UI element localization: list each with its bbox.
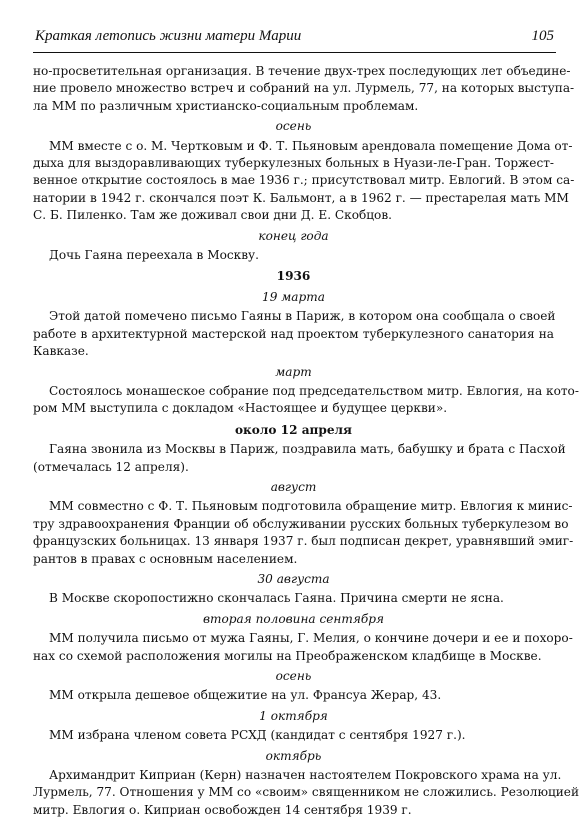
text-line: Этой датой помечено письмо Гаяны в Париж, в котором она сообщала о своей <box>49 309 556 324</box>
entry-date: 1 октября <box>259 708 328 723</box>
text-line: ММ получила письмо от мужа Гаяны, Г. Мелия, о кончине дочери и ее и похоро- <box>49 631 573 646</box>
text-line: рантов в правах с основным населением. <box>33 551 298 566</box>
page-number: 105 <box>531 28 554 44</box>
text-line: ММ избрана членом совета РСХД (кандидат с сентября 1927 г.). <box>49 728 466 743</box>
chronicle-entry <box>33 479 574 568</box>
text-line: ММ совместно с Ф. Т. Пьяновым подготовила обращение митр. Евлогия к минис- <box>49 499 573 514</box>
entry-text <box>33 687 554 704</box>
text-line: С. Б. Пиленко. Там же доживал свои дни Д. Е. Скобцов. <box>33 208 392 223</box>
entry-text <box>33 727 554 744</box>
text-line: В Москве скоропостижно скончалась Гаяна. Причина смерти не ясна. <box>49 591 504 606</box>
text-line: натории в 1942 г. скончался поэт К. Бальмонт, а в 1962 г. — престарелая мать ММ <box>33 190 569 205</box>
chronicle-entry <box>33 668 554 705</box>
entry-text <box>33 247 554 264</box>
text-line: Архимандрит Киприан (Керн) назначен настоятелем Покровского храма на ул. <box>49 768 562 783</box>
chronicle-entry <box>33 708 554 745</box>
text-line: работе в архитектурной мастерской над проектом туберкулезного санатория на <box>33 326 554 341</box>
year-heading: 1936 <box>276 269 311 284</box>
text-line: ММ вместе с о. М. Чертковым и Ф. Т. Пьяновым арендовала помещение Дома от- <box>49 138 573 153</box>
entry-date: конец года <box>258 228 329 243</box>
entry-date: октябрь <box>265 748 322 763</box>
running-header <box>35 28 554 50</box>
running-title: Краткая летопись жизни матери Марии <box>35 28 302 44</box>
entry-text <box>33 630 573 665</box>
chronicle-entry <box>33 268 554 360</box>
entry-date: осень <box>275 119 312 134</box>
text-line: тру здравоохранения Франции об обслуживании русских больных туберкулезом во <box>33 516 569 531</box>
text-line: Гаяна звонила из Москвы в Париж, поздравила мать, бабушку и брата с Пасхой <box>49 442 566 457</box>
chronicle-entry <box>33 611 573 665</box>
entry-text <box>33 383 579 418</box>
chronicle-entry <box>33 422 566 476</box>
chronicle-entry <box>33 364 579 418</box>
text-line: ние провело множество встреч и собраний на ул. Лурмель, 77, на которых выступа- <box>33 81 575 96</box>
text-line: нах со схемой расположения могилы на Преображенском кладбище в Москве. <box>33 648 542 663</box>
chronicle-entry <box>33 63 575 115</box>
entry-date: август <box>270 479 317 494</box>
text-line: французских больницах. 13 января 1937 г. был подписан декрет, уравнявший эмиг- <box>33 534 574 549</box>
text-line: венное открытие состоялось в мае 1936 г.; присутствовал митр. Евлогий. В этом са- <box>33 173 575 188</box>
chronicle-entry <box>33 748 580 819</box>
entry-text <box>33 441 566 476</box>
entry-date-bold: около 12 апреля <box>234 422 352 437</box>
text-line: (отмечалась 12 апреля). <box>33 459 189 474</box>
chronicle-entry <box>33 118 575 224</box>
entry-text <box>33 590 554 607</box>
entry-date: 19 марта <box>262 289 325 304</box>
entry-date: вторая половина сентября <box>203 611 384 626</box>
entry-text <box>33 308 554 360</box>
entry-date: осень <box>275 669 312 683</box>
chronicle-body <box>33 63 580 819</box>
entry-date: март <box>275 364 312 379</box>
text-line: но-просветительная организация. В течение двух-трех последующих лет объедине- <box>33 64 571 78</box>
entry-text <box>33 767 580 819</box>
entry-text <box>33 498 574 568</box>
entry-text <box>33 63 575 115</box>
text-line: дыха для выздоравливающих туберкулезных больных в Нуази-ле-Гран. Торжест- <box>33 156 554 171</box>
text-line: Лурмель, 77. Отношения у ММ со «своим» священником не сложились. Резолюцией <box>33 785 580 800</box>
text-line: Состоялось монашеское собрание под председательством митр. Евлогия, на кото- <box>49 383 579 398</box>
entry-text <box>33 138 575 225</box>
text-line: ром ММ выступила с докладом «Настоящее и будущее церкви». <box>33 401 448 416</box>
text-line: Кавказе. <box>33 344 89 359</box>
text-line: ММ открыла дешевое общежитие на ул. Франсуа Жерар, 43. <box>49 688 442 703</box>
chronicle-entry <box>33 571 554 608</box>
header-rule <box>33 52 556 53</box>
text-line: митр. Евлогия о. Киприан освобожден 14 сентября 1939 г. <box>33 802 412 817</box>
entry-date: 30 августа <box>257 571 330 586</box>
chronicle-entry <box>33 228 554 265</box>
text-line: ла ММ по различным христианско-социальным проблемам. <box>33 98 419 113</box>
text-line: Дочь Гаяна переехала в Москву. <box>49 248 259 263</box>
